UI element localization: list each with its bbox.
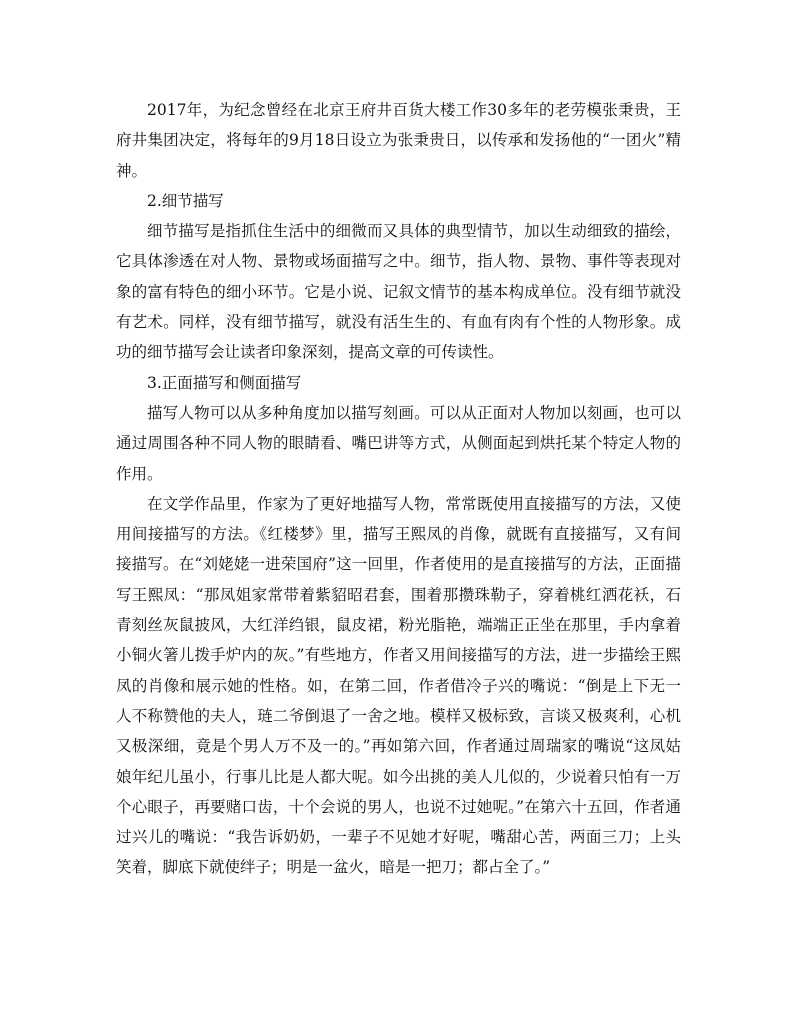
- document-body: [116, 95, 681, 883]
- paragraph-detail-description: 细节描写是指抓住生活中的细微而又具体的典型情节，加以生动细致的描绘，它具体渗透在对人物、景物或场面描写之中。细节，指人物、景物、事件等表现对象的富有特色的细小环节。它是小说、记叙文情节的基本构成单位。没有细节就没有艺术。同样，没有细节描写，就没有活生生的、有血有肉有个性的人物形象。成功的细节描写会让读者印象深刻，提高文章的可传读性。: [116, 222, 681, 362]
- paragraph-intro: 2017年，为纪念曾经在北京王府井百货大楼工作30多年的老劳模张秉贵，王府井集团决定，将每年的9月18日设立为张秉贵日，以传承和发扬他的“一团火”精神。: [116, 101, 681, 180]
- paragraph-hongloumeng-example: 在文学作品里，作家为了更好地描写人物，常常既使用直接描写的方法，又使用间接描写的方法。《红楼梦》里，描写王熙凤的肖像，就既有直接描写，又有间接描写。在“刘姥姥一进荣国府”这一回里，作者使用的是直接描写的方法，正面描写王熙凤：“那凤姐家常带着紫貂昭君套，围着那攒珠勒子，穿着桃红洒花袄，石青刻丝灰鼠披风，大红洋绉银，鼠皮裙，粉光脂艳，端端正正坐在那里，手内拿着小铜火箸儿拨手炉内的灰。”有些地方，作者又用间接描写的方法，进一步描绘王熙凤的肖像和展示她的性格。如，在第二回，作者借冷子兴的嘴说：“倒是上下无一人不称赞他的夫人，琏二爷倒退了一舍之地。模样又极标致，言谈又极爽利，心机又极深细，竟是个男人万不及一的。”再如第六回，作者通过周瑞家的嘴说“这凤姑娘年纪儿虽小，行事儿比是人都大呢。如今出挑的美人儿似的，少说着只怕有一万个心眼子，再要赌口齿，十个会说的男人，也说不过她呢。”在第六十五回，作者通过兴儿的嘴说：“我告诉奶奶，一辈子不见她才好呢，嘴甜心苦，两面三刀；上头笑着，脚底下就使绊子；明是一盆火，暗是一把刀；都占全了。”: [116, 494, 681, 877]
- section-heading-direct-indirect: 3.正面描写和侧面描写: [147, 373, 302, 392]
- paragraph-character-angles: 描写人物可以从多种角度加以描写刻画。可以从正面对人物加以刻画，也可以通过周围各种不同人物的眼睛看、嘴巴讲等方式，从侧面起到烘托某个特定人物的作用。: [116, 403, 681, 483]
- section-heading-detail: 2.细节描写: [147, 191, 224, 210]
